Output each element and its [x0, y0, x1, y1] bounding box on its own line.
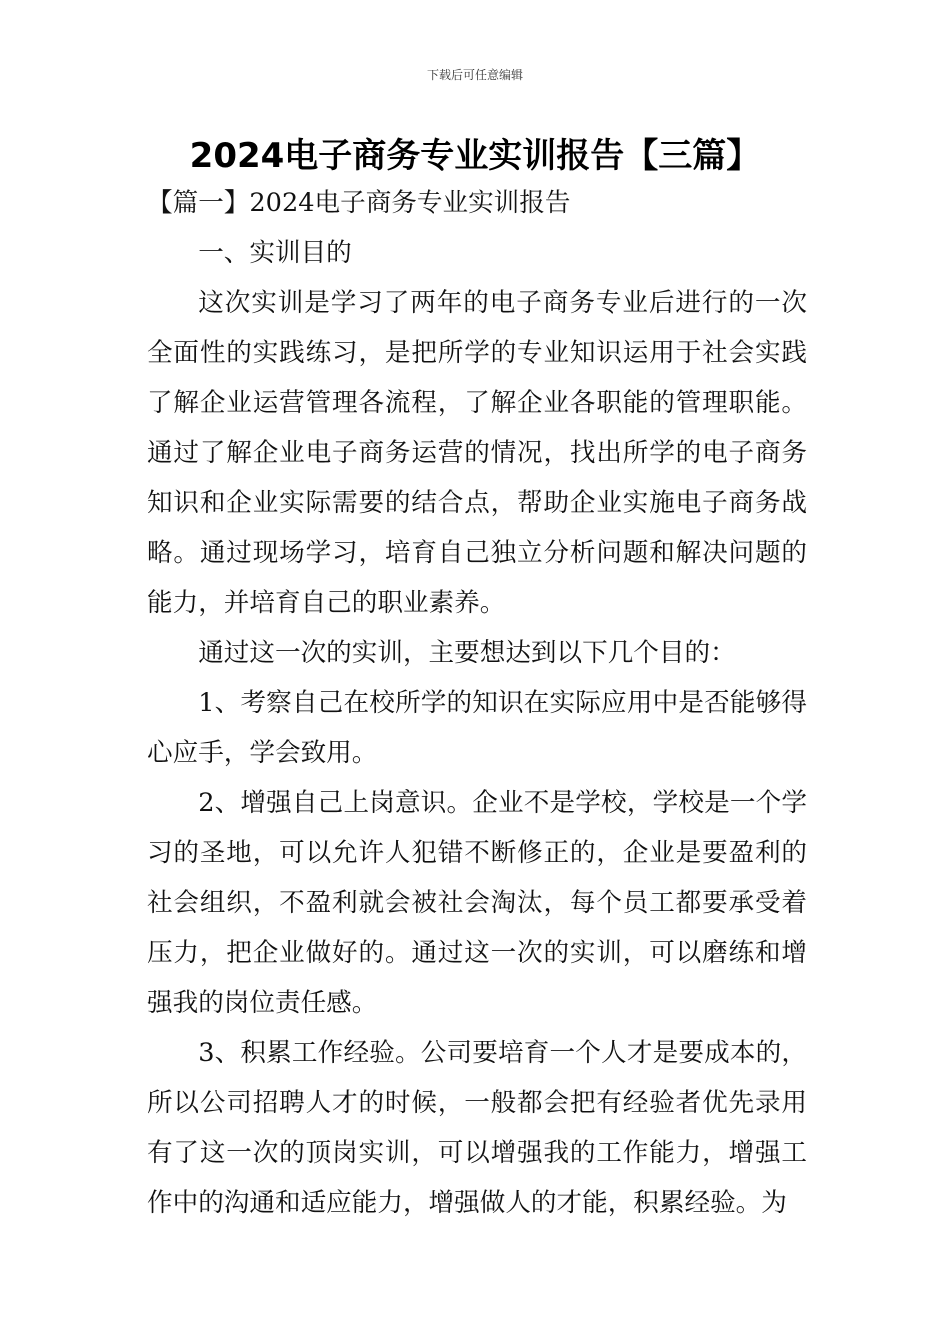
paragraph-goal-1: 1、考察自己在校所学的知识在实际应用中是否能够得心应手，学会致用。	[147, 688, 807, 768]
section-heading: 【篇一】2024电子商务专业实训报告	[147, 188, 571, 218]
document-body	[147, 178, 807, 1228]
paragraph-intro: 这次实训是学习了两年的电子商务专业后进行的一次全面性的实践练习，是把所学的专业知识运用于社会实践了解企业运营管理各流程，了解企业各职能的管理职能。通过了解企业电子商务运营的情况，找出所学的电子商务知识和企业实际需要的结合点，帮助企业实施电子商务战略。通过现场学习，培育自己独立分析问题和解决问题的能力，并培育自己的职业素养。	[147, 288, 807, 618]
paragraph-goal-2: 2、增强自己上岗意识。企业不是学校，学校是一个学习的圣地，可以允许人犯错不断修正的，企业是要盈利的社会组织，不盈利就会被社会淘汰，每个员工都要承受着压力，把企业做好的。通过这一次的实训，可以磨练和增强我的岗位责任感。	[147, 788, 807, 1018]
subheading-training-purpose: 一、实训目的	[198, 238, 352, 268]
document-title: 2024电子商务专业实训报告【三篇】	[189, 136, 761, 176]
paragraph-goal-3: 3、积累工作经验。公司要培育一个人才是要成本的，所以公司招聘人才的时候，一般都会把有经验者优先录用有了这一次的顶岗实训，可以增强我的工作能力，增强工作中的沟通和适应能力，增强做人的才能，积累经验。为	[147, 1038, 807, 1218]
page-header-note: 下载后可任意编辑	[426, 68, 523, 82]
paragraph-goals-lead: 通过这一次的实训，主要想达到以下几个目的：	[198, 638, 736, 668]
